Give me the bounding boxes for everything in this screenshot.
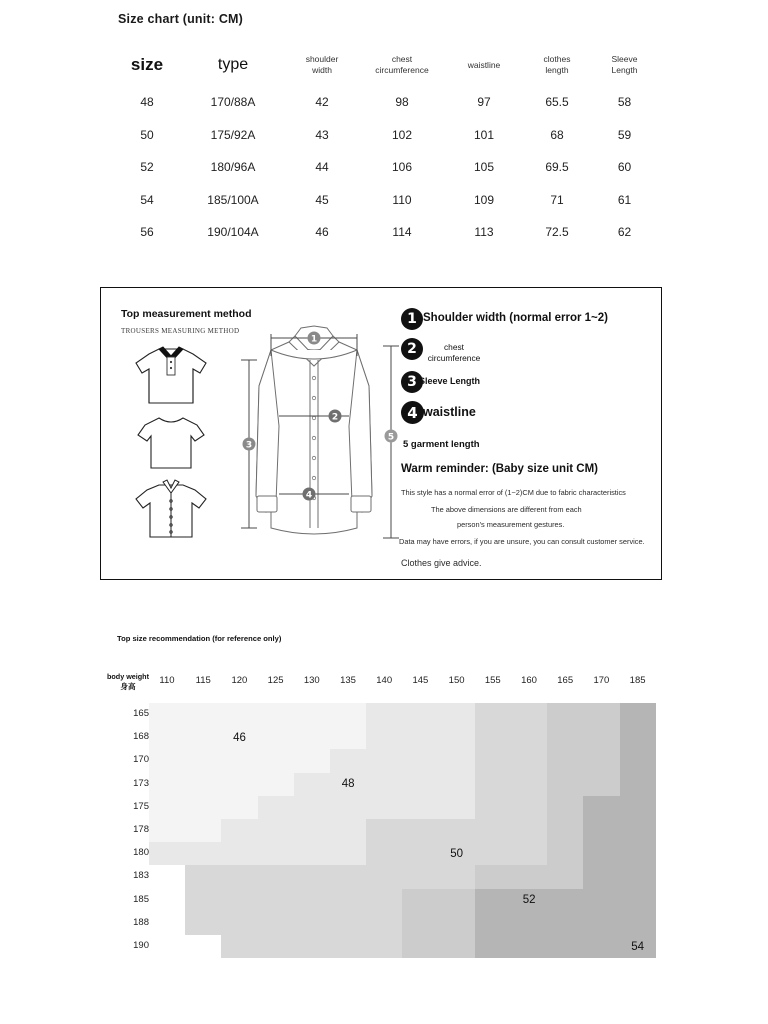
heatmap-cell bbox=[294, 819, 330, 842]
col-header-size: size bbox=[130, 55, 164, 75]
heatmap-cell bbox=[439, 912, 475, 935]
heatmap-cell bbox=[583, 819, 619, 842]
table-cell-clothes-length: 65.5 bbox=[545, 95, 569, 110]
measurement-method-panel bbox=[100, 287, 662, 580]
table-row bbox=[113, 119, 658, 152]
table-cell-type: 170/88A bbox=[210, 95, 256, 110]
table-cell-sleeve-length: 60 bbox=[617, 160, 632, 175]
col-header-type: type bbox=[217, 56, 249, 73]
heatmap-cell bbox=[330, 912, 366, 935]
heatmap-cell bbox=[258, 726, 294, 749]
heatmap-cell bbox=[330, 726, 366, 749]
heatmap-weight-tick: 115 bbox=[195, 675, 211, 686]
heatmap-cell bbox=[294, 865, 330, 888]
table-row bbox=[113, 216, 658, 249]
heatmap-weight-tick: 135 bbox=[340, 675, 356, 686]
diagram-marker-4: 4 bbox=[305, 490, 313, 501]
heatmap-cell bbox=[185, 819, 221, 842]
heatmap-cell bbox=[620, 889, 656, 912]
table-cell-size: 56 bbox=[140, 225, 154, 240]
heatmap-cell bbox=[475, 796, 511, 819]
heatmap-cell bbox=[221, 773, 257, 796]
heatmap-cell bbox=[475, 842, 511, 865]
heatmap-cell bbox=[221, 726, 257, 749]
legend-badge-3: 3 bbox=[401, 371, 423, 393]
table-cell-type: 175/92A bbox=[210, 127, 256, 142]
heatmap-cell bbox=[330, 889, 366, 912]
heatmap-cell bbox=[620, 865, 656, 888]
table-cell-size: 52 bbox=[140, 160, 154, 175]
heatmap-cell bbox=[402, 749, 438, 772]
diagram-marker-1: 1 bbox=[310, 334, 318, 345]
table-cell-shoulder-width: 45 bbox=[315, 192, 329, 207]
col-header-waistline: waistline bbox=[467, 59, 501, 70]
heatmap-cell bbox=[366, 819, 402, 842]
heatmap-cell bbox=[330, 749, 366, 772]
heatmap-weight-tick: 160 bbox=[521, 675, 537, 686]
heatmap-weight-tick: 150 bbox=[448, 675, 465, 686]
table-cell-type: 185/100A bbox=[207, 192, 259, 207]
heatmap-height-tick: 175 bbox=[133, 800, 149, 812]
heatmap-cell bbox=[583, 749, 619, 772]
table-row bbox=[113, 151, 658, 184]
heatmap-cell bbox=[620, 749, 656, 772]
table-cell-waistline: 101 bbox=[473, 127, 495, 142]
heatmap-cell bbox=[258, 773, 294, 796]
warm-reminder-line-1: This style has a normal error of (1~2)CM due to fabric characteristics bbox=[401, 488, 626, 497]
legend-label-2: chest circumference bbox=[427, 342, 481, 364]
heatmap-cell bbox=[511, 935, 547, 958]
heatmap-weight-tick: 130 bbox=[303, 675, 320, 686]
heatmap-weight-tick: 185 bbox=[629, 675, 646, 686]
shirt-icon-group bbox=[129, 343, 213, 547]
heatmap-height-tick: 165 bbox=[133, 708, 149, 719]
heatmap-cell bbox=[402, 865, 438, 888]
table-cell-sleeve-length: 61 bbox=[617, 192, 632, 207]
warm-reminder-title: Warm reminder: (Baby size unit CM) bbox=[401, 463, 599, 475]
table-cell-clothes-length: 71 bbox=[550, 192, 564, 207]
heatmap-cell bbox=[366, 865, 402, 888]
tee-shirt-icon bbox=[129, 413, 213, 473]
heatmap-cell bbox=[620, 773, 656, 796]
col-header-shoulder-width: shoulder width bbox=[305, 54, 339, 75]
heatmap-cell bbox=[402, 912, 438, 935]
heatmap-cell bbox=[330, 796, 366, 819]
heatmap-xaxis-label: body weight bbox=[107, 672, 149, 681]
heatmap-cell bbox=[294, 726, 330, 749]
heatmap-cell bbox=[620, 703, 656, 726]
heatmap-cell bbox=[258, 865, 294, 888]
heatmap-cell bbox=[149, 819, 185, 842]
heatmap-cell bbox=[547, 796, 583, 819]
heatmap-cell bbox=[221, 865, 257, 888]
heatmap-cell bbox=[475, 889, 511, 912]
size-chart-table bbox=[113, 44, 658, 249]
heatmap-cell bbox=[402, 703, 438, 726]
diagram-marker-2: 2 bbox=[331, 412, 339, 423]
heatmap-cell bbox=[475, 819, 511, 842]
heatmap-cell bbox=[402, 773, 438, 796]
heatmap-cell bbox=[439, 865, 475, 888]
table-cell-chest-circumference: 114 bbox=[392, 225, 412, 240]
table-cell-waistline: 105 bbox=[473, 160, 495, 175]
heatmap-cell bbox=[294, 842, 330, 865]
heatmap-cell bbox=[258, 842, 294, 865]
table-cell-clothes-length: 69.5 bbox=[545, 160, 569, 175]
heatmap-cell bbox=[475, 935, 511, 958]
heatmap-cell bbox=[583, 773, 619, 796]
table-cell-chest-circumference: 98 bbox=[395, 95, 409, 110]
heatmap-height-tick: 173 bbox=[133, 777, 149, 789]
heatmap-weight-tick: 165 bbox=[557, 675, 574, 686]
heatmap-weight-tick: 145 bbox=[412, 675, 429, 686]
warm-reminder-line-4: Data may have errors, if you are unsure, you can consult customer service. bbox=[399, 537, 645, 546]
heatmap-weight-tick: 120 bbox=[231, 675, 248, 686]
heatmap-cell bbox=[330, 935, 366, 958]
legend-label-5: 5 garment length bbox=[403, 439, 480, 450]
heatmap-cell bbox=[511, 889, 547, 912]
heatmap-cell bbox=[221, 889, 257, 912]
heatmap-cell bbox=[294, 749, 330, 772]
heatmap-axis-corner bbox=[103, 672, 153, 692]
heatmap-cell bbox=[258, 796, 294, 819]
heatmap-cell bbox=[294, 912, 330, 935]
heatmap-cell bbox=[547, 912, 583, 935]
heatmap-cell bbox=[511, 819, 547, 842]
heatmap-cell bbox=[402, 935, 438, 958]
diagram-marker-3: 3 bbox=[245, 440, 253, 451]
heatmap-cell bbox=[583, 865, 619, 888]
heatmap-cell bbox=[185, 703, 221, 726]
heatmap-cell bbox=[547, 842, 583, 865]
heatmap-height-tick: 185 bbox=[133, 893, 149, 905]
size-chart-body bbox=[113, 86, 658, 249]
heatmap-cell bbox=[439, 726, 475, 749]
heatmap-cell bbox=[185, 842, 221, 865]
heatmap-weight-tick: 170 bbox=[593, 675, 610, 686]
table-cell-clothes-length: 72.5 bbox=[545, 225, 569, 240]
heatmap-cell bbox=[475, 726, 511, 749]
heatmap-cell bbox=[511, 912, 547, 935]
heatmap-cell bbox=[294, 935, 330, 958]
heatmap-cell bbox=[511, 842, 547, 865]
legend-badge-4: 4 bbox=[401, 401, 424, 424]
heatmap-cell bbox=[330, 703, 366, 726]
heatmap-cell bbox=[221, 796, 257, 819]
col-header-chest-circumference: chest circumference bbox=[375, 54, 429, 75]
heatmap-cell bbox=[258, 703, 294, 726]
heatmap-cell bbox=[185, 889, 221, 912]
heatmap-zone-label: 54 bbox=[631, 940, 645, 953]
table-cell-chest-circumference: 106 bbox=[391, 160, 413, 175]
heatmap-cell bbox=[366, 749, 402, 772]
legend-label-3: Sleeve Length bbox=[419, 376, 481, 386]
table-cell-shoulder-width: 42 bbox=[315, 95, 329, 110]
warm-reminder-line-5: Clothes give advice. bbox=[401, 558, 482, 568]
table-row bbox=[113, 86, 658, 119]
heatmap-cell bbox=[366, 773, 402, 796]
heatmap-cell bbox=[439, 935, 475, 958]
warm-reminder-line-2: The above dimensions are different from each bbox=[431, 505, 582, 514]
heatmap-yaxis-label: 身高 bbox=[120, 681, 136, 691]
heatmap-cell bbox=[258, 935, 294, 958]
heatmap-cell bbox=[475, 912, 511, 935]
heatmap-zone-label: 52 bbox=[522, 894, 536, 907]
heatmap-cell bbox=[620, 935, 656, 958]
heatmap-cell bbox=[620, 796, 656, 819]
table-cell-sleeve-length: 62 bbox=[617, 225, 632, 240]
table-cell-type: 180/96A bbox=[210, 160, 256, 175]
heatmap-cell bbox=[221, 842, 257, 865]
heatmap-cell bbox=[583, 889, 619, 912]
heatmap-cell bbox=[185, 749, 221, 772]
heatmap-cell bbox=[294, 889, 330, 912]
heatmap-cell bbox=[366, 842, 402, 865]
table-cell-sleeve-length: 59 bbox=[617, 127, 632, 142]
table-cell-waistline: 113 bbox=[474, 225, 494, 240]
heatmap-height-tick: 168 bbox=[133, 731, 149, 743]
heatmap-cell bbox=[185, 726, 221, 749]
heatmap-zone-label: 46 bbox=[233, 731, 246, 744]
table-cell-shoulder-width: 43 bbox=[315, 127, 329, 142]
heatmap-cell bbox=[620, 819, 656, 842]
col-header-clothes-length: clothes length bbox=[543, 54, 571, 75]
heatmap-cell bbox=[511, 796, 547, 819]
recommendation-title: Top size recommendation (for reference only) bbox=[117, 634, 282, 643]
heatmap-cell bbox=[620, 726, 656, 749]
heatmap-cell bbox=[294, 796, 330, 819]
heatmap-cell bbox=[439, 889, 475, 912]
table-cell-type: 190/104A bbox=[207, 225, 259, 240]
heatmap-cell bbox=[583, 726, 619, 749]
heatmap-cell bbox=[366, 726, 402, 749]
heatmap-cell bbox=[294, 773, 330, 796]
heatmap-cell bbox=[547, 726, 583, 749]
table-row bbox=[113, 184, 658, 217]
table-cell-waistline: 109 bbox=[473, 192, 495, 207]
heatmap-cell bbox=[547, 865, 583, 888]
table-cell-size: 54 bbox=[140, 192, 154, 207]
size-chart-title: Size chart (unit: CM) bbox=[118, 12, 244, 26]
heatmap-cell bbox=[330, 842, 366, 865]
legend-badge-1: 1 bbox=[401, 308, 423, 330]
heatmap-cell bbox=[258, 889, 294, 912]
heatmap-cell bbox=[330, 865, 366, 888]
heatmap-cell bbox=[258, 819, 294, 842]
heatmap-cell bbox=[475, 773, 511, 796]
heatmap-cell bbox=[439, 796, 475, 819]
heatmap-cell bbox=[547, 935, 583, 958]
heatmap-weight-tick: 110 bbox=[159, 675, 175, 686]
heatmap-height-tick: 190 bbox=[133, 940, 149, 951]
heatmap-cell bbox=[330, 773, 366, 796]
diagram-marker-5: 5 bbox=[387, 432, 395, 443]
table-cell-waistline: 97 bbox=[477, 95, 491, 110]
heatmap-cell bbox=[221, 819, 257, 842]
size-chart-header-row bbox=[113, 44, 658, 86]
heatmap-cell bbox=[149, 726, 185, 749]
heatmap-cell bbox=[475, 749, 511, 772]
table-cell-chest-circumference: 102 bbox=[391, 127, 413, 142]
heatmap-cell bbox=[221, 749, 257, 772]
col-header-sleeve-length: Sleeve Length bbox=[611, 54, 638, 75]
measurement-title: Top measurement method bbox=[121, 308, 252, 320]
heatmap-height-tick: 178 bbox=[133, 824, 149, 835]
heatmap-cell bbox=[511, 749, 547, 772]
table-cell-size: 48 bbox=[140, 95, 154, 110]
heatmap-cell bbox=[439, 819, 475, 842]
heatmap-cell bbox=[402, 842, 438, 865]
heatmap-cell bbox=[547, 773, 583, 796]
heatmap-cell bbox=[366, 935, 402, 958]
heatmap-cell bbox=[475, 703, 511, 726]
heatmap-cell bbox=[547, 749, 583, 772]
heatmap-cell bbox=[583, 703, 619, 726]
heatmap-cell bbox=[366, 796, 402, 819]
button-up-shirt-icon bbox=[129, 477, 213, 543]
heatmap-weight-tick: 155 bbox=[484, 675, 501, 686]
heatmap-cell bbox=[402, 796, 438, 819]
table-cell-shoulder-width: 44 bbox=[315, 160, 329, 175]
table-cell-sleeve-length: 58 bbox=[617, 95, 632, 110]
heatmap-cell bbox=[583, 796, 619, 819]
polo-shirt-icon bbox=[129, 343, 213, 409]
heatmap-height-tick: 188 bbox=[133, 916, 149, 928]
heatmap-cell bbox=[402, 819, 438, 842]
heatmap-cell bbox=[511, 726, 547, 749]
heatmap-height-tick: 170 bbox=[133, 754, 149, 766]
heatmap-weight-tick: 140 bbox=[376, 675, 393, 686]
table-cell-shoulder-width: 46 bbox=[315, 225, 329, 240]
heatmap-cell bbox=[185, 796, 221, 819]
heatmap-cell bbox=[439, 749, 475, 772]
heatmap-cell bbox=[511, 865, 547, 888]
heatmap-cell bbox=[294, 703, 330, 726]
heatmap-cell bbox=[149, 796, 185, 819]
heatmap-cell bbox=[149, 703, 185, 726]
heatmap-cell bbox=[583, 842, 619, 865]
legend-label-1: Shoulder width (normal error 1~2) bbox=[423, 312, 608, 324]
heatmap-cell bbox=[149, 773, 185, 796]
heatmap-cell bbox=[402, 889, 438, 912]
heatmap-cell bbox=[511, 773, 547, 796]
legend-badge-2: 2 bbox=[401, 338, 423, 360]
heatmap-cell bbox=[330, 819, 366, 842]
heatmap-weight-tick: 125 bbox=[267, 675, 284, 686]
heatmap-cell bbox=[221, 912, 257, 935]
heatmap-cell bbox=[620, 842, 656, 865]
heatmap-cell bbox=[149, 842, 185, 865]
heatmap-cell bbox=[149, 749, 185, 772]
heatmap-cell bbox=[439, 703, 475, 726]
heatmap-cell bbox=[402, 726, 438, 749]
table-cell-clothes-length: 68 bbox=[550, 127, 564, 142]
heatmap-cell bbox=[366, 703, 402, 726]
heatmap-cell bbox=[583, 912, 619, 935]
heatmap-cell bbox=[221, 935, 257, 958]
heatmap-cell bbox=[185, 773, 221, 796]
heatmap-cell bbox=[258, 912, 294, 935]
heatmap-cell bbox=[511, 703, 547, 726]
heatmap-cell bbox=[583, 935, 619, 958]
heatmap-cell bbox=[366, 889, 402, 912]
heatmap-cell bbox=[185, 865, 221, 888]
heatmap-cell bbox=[475, 865, 511, 888]
heatmap-height-tick: 180 bbox=[133, 847, 149, 859]
heatmap-cell bbox=[439, 842, 475, 865]
heatmap-cell bbox=[620, 912, 656, 935]
table-cell-chest-circumference: 110 bbox=[392, 192, 412, 207]
heatmap-cell bbox=[221, 703, 257, 726]
heatmap-height-tick: 183 bbox=[133, 870, 149, 882]
size-chart-header bbox=[113, 44, 658, 86]
heatmap-cell bbox=[547, 703, 583, 726]
heatmap-zone-label: 50 bbox=[450, 847, 464, 860]
heatmap-cell bbox=[547, 819, 583, 842]
heatmap-cell bbox=[366, 912, 402, 935]
table-cell-size: 50 bbox=[140, 127, 154, 142]
heatmap-cell bbox=[185, 912, 221, 935]
shirt-measurement-diagram bbox=[229, 316, 399, 561]
heatmap-zone-label: 48 bbox=[341, 778, 355, 791]
heatmap-cell bbox=[258, 749, 294, 772]
heatmap-cell bbox=[547, 889, 583, 912]
legend-label-4: waistline bbox=[423, 405, 476, 419]
warm-reminder-line-3: person's measurement gestures. bbox=[457, 520, 565, 529]
heatmap-cell bbox=[439, 773, 475, 796]
measurement-subtitle: TROUSERS MEASURING METHOD bbox=[121, 327, 240, 335]
